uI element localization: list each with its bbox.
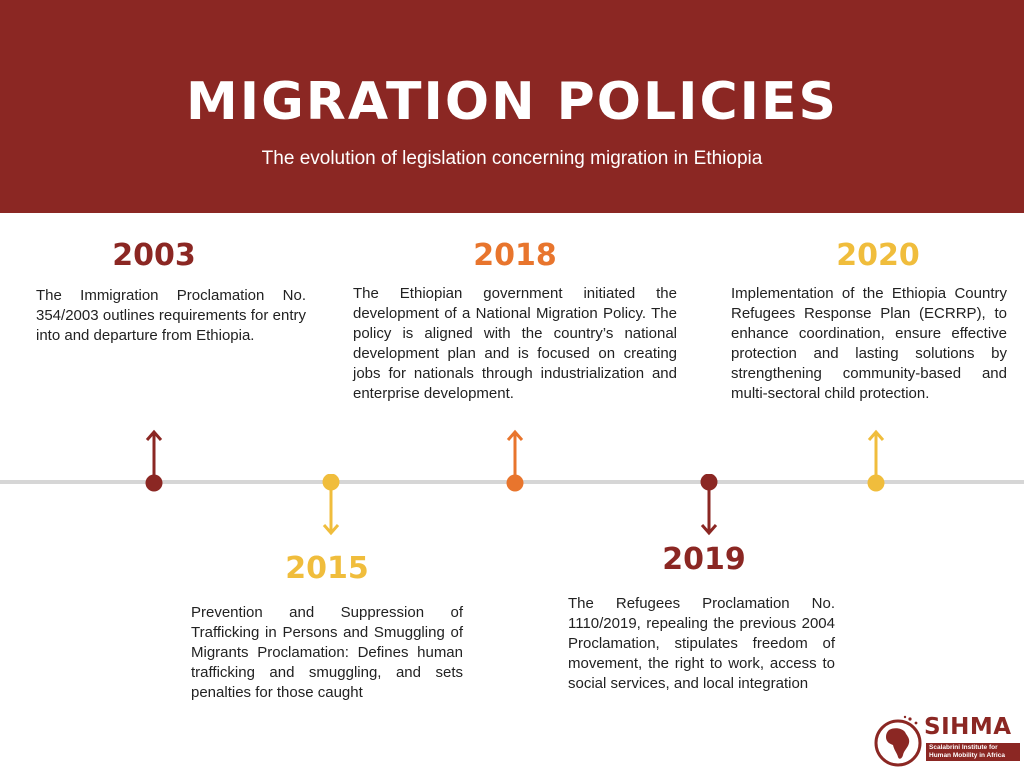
event-2015-description: Prevention and Suppression of Trafficking in Persons and Smuggling of Migrants Proclamation: Defines human trafficking and smuggling, and sets penalties for those caught — [191, 604, 463, 701]
marker-2020-arrow-up-icon — [856, 425, 896, 505]
marker-2019-arrow-down-icon — [689, 474, 729, 554]
sihma-logo — [872, 712, 1024, 768]
year-2003: 2003 — [112, 238, 196, 273]
logo-name: SIHMA — [924, 714, 1012, 740]
logo-tagline: Scalabrini Institute for Human Mobility in Africa — [926, 743, 1020, 761]
globe-africa-icon — [872, 714, 924, 768]
event-2020-description: Implementation of the Ethiopia Country Refugees Response Plan (ECRRP), to enhance coordination, ensure effective protection and lasting solutions by strengthening community-based and multi-sectoral child protection. — [731, 285, 1007, 402]
marker-2003-arrow-up-icon — [134, 425, 174, 505]
header-banner — [0, 0, 1024, 213]
event-2019-description: The Refugees Proclamation No. 1110/2019, repealing the previous 2004 Proclamation, stipulates freedom of movement, the right to work, access to social services, and local integration — [568, 595, 835, 692]
year-2015: 2015 — [285, 551, 369, 586]
marker-2018-arrow-up-icon — [495, 425, 535, 505]
page-title: MIGRATION POLICIES — [186, 72, 838, 132]
event-2003-description: The Immigration Proclamation No. 354/2003 outlines requirements for entry into and departure from Ethiopia. — [36, 287, 306, 344]
marker-2015-arrow-down-icon — [311, 474, 351, 554]
event-2018-description: The Ethiopian government initiated the development of a National Migration Policy. The policy is aligned with the country’s national development plan and is focused on creating jobs for nationals through industrialization and enterprise development. — [353, 285, 677, 402]
year-2020: 2020 — [836, 238, 920, 273]
year-2018: 2018 — [473, 238, 557, 273]
page-subtitle: The evolution of legislation concerning migration in Ethiopia — [261, 148, 763, 169]
year-2019: 2019 — [662, 542, 746, 577]
